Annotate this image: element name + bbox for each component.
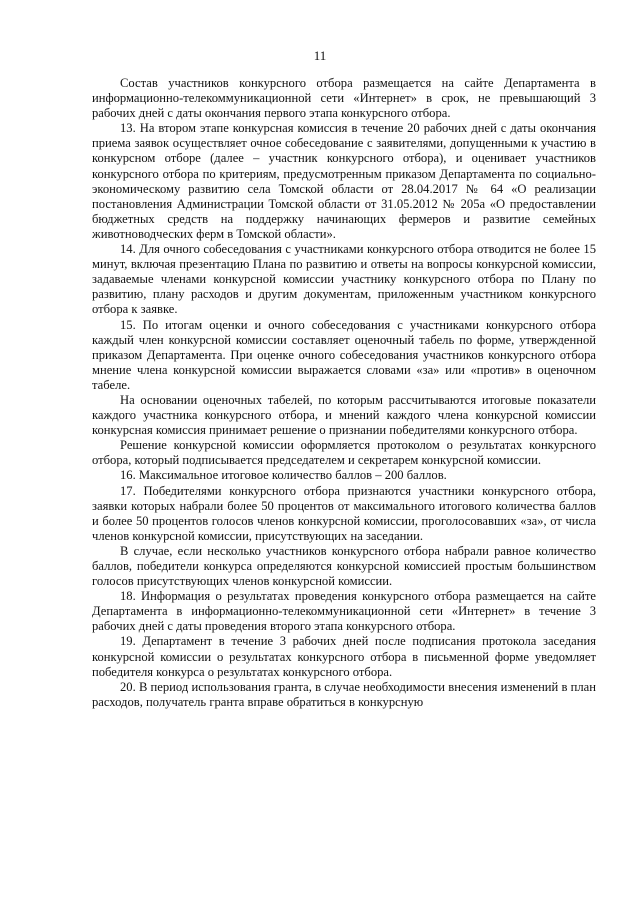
paragraph-15: 15. По итогам оценки и очного собеседования с участниками конкурсного отбора каждый член конкурсной комиссии составляет оценочный табель по форме, утвержденной приказом Департамента. При оценке очного собеседования участников конкурсного отбора мнение члена конкурсной комиссии выражается словами «за» или «против» в оценочном табеле.: [92, 317, 596, 392]
document-body: [92, 76, 596, 710]
paragraph-16: 16. Максимальное итоговое количество баллов – 200 баллов.: [120, 468, 447, 483]
paragraph-15-decision: Решение конкурсной комиссии оформляется протоколом о результатах конкурсного отбора, который подписывается председателем и секретарем конкурсной комиссии.: [92, 438, 596, 468]
paragraph-participants-list: Состав участников конкурсного отбора размещается на сайте Департамента в информационно-телекоммуникационной сети «Интернет» в срок, не превышающий 3 рабочих дней с даты окончания первого этапа конкурсного отбора.: [92, 76, 596, 121]
paragraph-15-tables: На основании оценочных табелей, по которым рассчитываются итоговые показатели каждого участника конкурсного отбора, и мнений каждого члена конкурсной комиссии конкурсная комиссия принимает решение о признании победителями конкурсного отбора.: [92, 392, 596, 438]
paragraph-18: 18. Информация о результатах проведения конкурсного отбора размещается на сайте Департамента в информационно-телекоммуникационной сети «Интернет» в течение 3 рабочих дней с даты проведения второго этапа конкурсного отбора.: [92, 589, 596, 634]
paragraph-20: 20. В период использования гранта, в случае необходимости внесения изменений в план расходов, получатель гранта вправе обратиться в конкурсную: [92, 679, 596, 709]
page-number: 11: [313, 48, 327, 63]
paragraph-14: 14. Для очного собеседования с участниками конкурсного отбора отводится не более 15 минут, включая презентацию Плана по развитию и ответы на вопросы конкурсной комиссии, задаваемые членами конкурсной комиссии участнику конкурсного отбора по Плану по развитию, плану расходов и другим документам, приложенным участником конкурсного отбора к заявке.: [92, 242, 596, 317]
paragraph-17: 17. Победителями конкурсного отбора признаются участники конкурсного отбора, заявки которых набрали более 50 процентов от максимального итогового количества баллов и более 50 процентов голосов членов конкурсной комиссии, проголосовавших «за», от числа членов конкурсной комиссии, присутствующих на заседании.: [92, 483, 596, 543]
paragraph-17-tie: В случае, если несколько участников конкурсного отбора набрали равное количество баллов, победители конкурса определяются конкурсной комиссией простым большинством голосов присутствующих членов конкурсной комиссии.: [92, 543, 596, 589]
paragraph-13: 13. На втором этапе конкурсная комиссия в течение 20 рабочих дней с даты окончания приема заявок осуществляет очное собеседование с заявителями, допущенными к участию в конкурсном отборе (далее – участник конкурсного отбора), и оценивает участников конкурсного отбора по критериям, предусмотренным приказом Департамента по социально-экономическому развитию села Томской области от 28.04.2017 № 64 «О реализации постановления Администрации Томской области от 31.05.2012 № 205а «О предоставлении бюджетных средств на поддержку начинающих фермеров и развитие семейных животноводческих ферм в Томской области».: [92, 121, 596, 241]
paragraph-19: 19. Департамент в течение 3 рабочих дней после подписания протокола заседания конкурсной комиссии о результатах конкурсного отбора в письменной форме уведомляет победителя конкурса о результатах конкурсного отбора.: [92, 634, 596, 679]
